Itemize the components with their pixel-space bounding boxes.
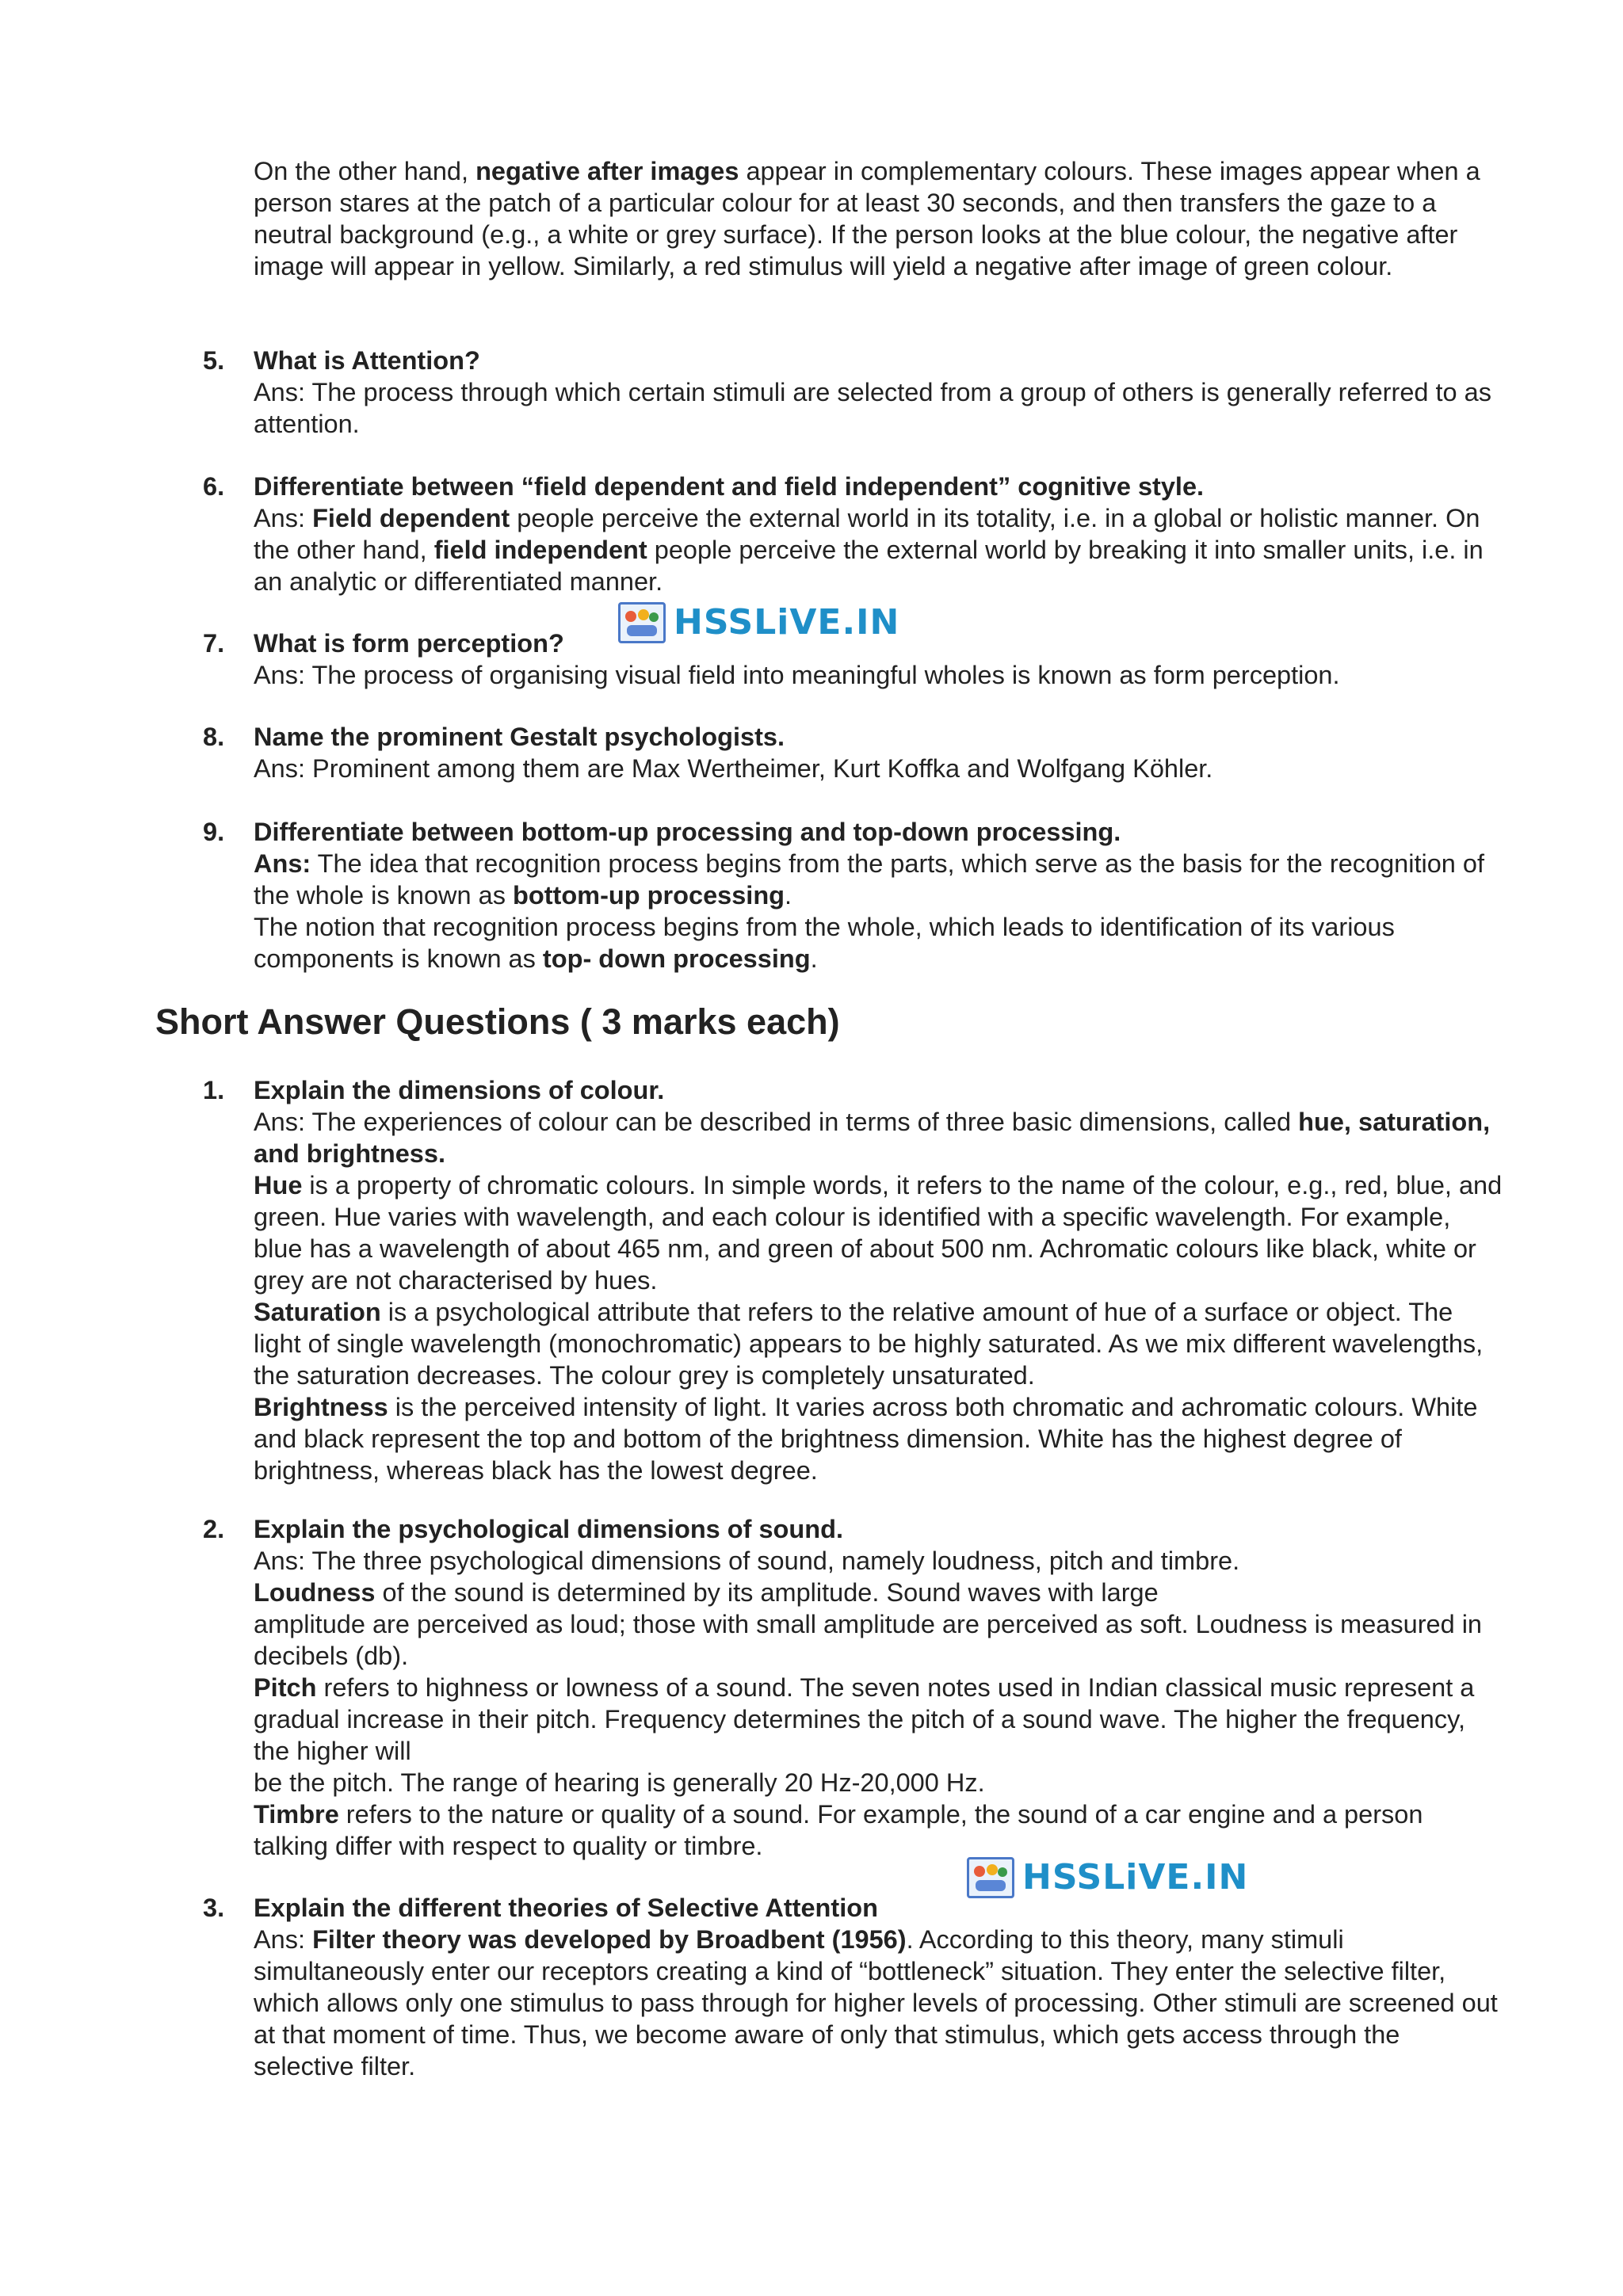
intro-bold-term: negative after images <box>475 157 739 185</box>
answer-intro: Ans: The three psychological dimensions of sound, namely loudness, pitch and timbre. <box>254 1547 1240 1575</box>
hsslive-logo-icon <box>618 602 666 643</box>
pitch-paragraph: Pitch refers to highness or lowness of a sound. The seven notes used in Indian classical music represent a gradual increase in their pitch. Frequency determines the pitch of a sound wave. The higher the frequency, the higher will <box>254 1673 1475 1765</box>
short-question-3 <box>203 1892 1503 2082</box>
brightness-paragraph: Brightness is the perceived intensity of light. It varies across both chromatic and achromatic colours. White and black represent the top and bottom of the brightness dimension. White has the highest degree of brightness, whereas black has the lowest degree. <box>254 1393 1478 1485</box>
question-number: 3. <box>203 1894 225 1922</box>
question-title: What is form perception? <box>254 629 564 658</box>
short-question-2 <box>203 1513 1503 1862</box>
answer-text: Ans: The idea that recognition process begins from the parts, which serve as the basis for the recognition of the whole is known as bottom-up processing. <box>254 849 1484 910</box>
answer-text: Ans: Filter theory was developed by Broadbent (1956). According to this theory, many stimuli simultaneously enter our receptors creating a kind of “bottleneck” situation. They enter the selective filter, which allows only one stimulus to pass through for higher levels of processing. Other stimuli are screened out at that moment of time. Thus, we become aware of only that stimulus, which gets access through the selective filter. <box>254 1925 1498 2081</box>
question-6 <box>203 471 1503 597</box>
short-question-1 <box>203 1074 1503 1486</box>
answer-text: Ans: Field dependent people perceive the external world in its totality, i.e. in a global or holistic manner. On the other hand, field independent people perceive the external world by breaking it into smaller units, i.e. in an analytic or differentiated manner. <box>254 504 1484 596</box>
intro-text: On the other hand, <box>254 157 476 185</box>
question-title: Explain the psychological dimensions of sound. <box>254 1515 843 1543</box>
section-heading: Short Answer Questions ( 3 marks each) <box>155 1001 840 1042</box>
question-title: What is Attention? <box>254 346 480 375</box>
timbre-paragraph: Timbre refers to the nature or quality of a sound. For example, the sound of a car engine and a person talking differ with respect to quality or timbre. <box>254 1800 1423 1860</box>
question-number: 7. <box>203 629 225 658</box>
answer-text: Ans: The process through which certain stimuli are selected from a group of others is generally referred to as attention. <box>254 378 1491 438</box>
question-title: Explain the different theories of Selective Attention <box>254 1894 878 1922</box>
question-number: 6. <box>203 472 225 501</box>
question-5 <box>203 345 1503 440</box>
answer-text-2: The notion that recognition process begins from the whole, which leads to identification of its various components is known as top- down processing. <box>254 913 1395 973</box>
intro-text-rest: appear in complementary colours. These images appear when a person stares at the patch of a particular colour for at least 30 seconds, and then transfers the gaze to a neutral background (e.g., a white or grey surface). If the person looks at the blue colour, the negative after image will appear in yellow. Similarly, a red stimulus will yield a negative after image of green colour. <box>254 157 1480 280</box>
loudness-line-2: amplitude are perceived as loud; those with small amplitude are perceived as soft. Loudness is measured in decibels (db). <box>254 1610 1483 1670</box>
pitch-paragraph-2: be the pitch. The range of hearing is generally 20 Hz-20,000 Hz. <box>254 1768 985 1797</box>
question-number: 2. <box>203 1515 225 1543</box>
negative-after-images-paragraph <box>254 155 1490 282</box>
answer-text: Ans: The process of organising visual field into meaningful wholes is known as form perception. <box>254 661 1340 689</box>
question-title: Name the prominent Gestalt psychologists. <box>254 723 785 751</box>
question-title: Differentiate between “field dependent and field independent” cognitive style. <box>254 472 1205 501</box>
question-title: Explain the dimensions of colour. <box>254 1076 665 1104</box>
question-9 <box>203 816 1503 974</box>
question-title: Differentiate between bottom-up processing and top-down processing. <box>254 818 1121 846</box>
question-number: 5. <box>203 346 225 375</box>
hue-paragraph: Hue is a property of chromatic colours. In simple words, it refers to the name of the colour, e.g., red, blue, and green. Hue varies with wavelength, and each colour is identified with a specific wavelength. For example, blue has a wavelength of about 465 nm, and green of about 500 nm. Achromatic colours like black, white or grey are not characterised by hues. <box>254 1171 1503 1295</box>
loudness-line-1: Loudness of the sound is determined by its amplitude. Sound waves with large <box>254 1578 1159 1607</box>
hsslive-logo <box>618 599 899 646</box>
saturation-paragraph: Saturation is a psychological attribute that refers to the relative amount of hue of a surface or object. The light of single wavelength (monochromatic) appears to be highly saturated. As we mix different wavelengths, the saturation decreases. The colour grey is completely unsaturated. <box>254 1298 1484 1390</box>
question-8 <box>203 721 1503 784</box>
answer-intro: Ans: The experiences of colour can be described in terms of three basic dimensions, called hue, saturation, and brightness. <box>254 1108 1491 1168</box>
answer-text: Ans: Prominent among them are Max Wertheimer, Kurt Koffka and Wolfgang Köhler. <box>254 754 1213 783</box>
hsslive-logo-text: HSSLiVE.IN <box>1022 1857 1249 1897</box>
question-number: 8. <box>203 723 225 751</box>
hsslive-logo-text: HSSLiVE.IN <box>674 602 900 643</box>
question-number: 1. <box>203 1076 225 1104</box>
question-number: 9. <box>203 818 225 846</box>
